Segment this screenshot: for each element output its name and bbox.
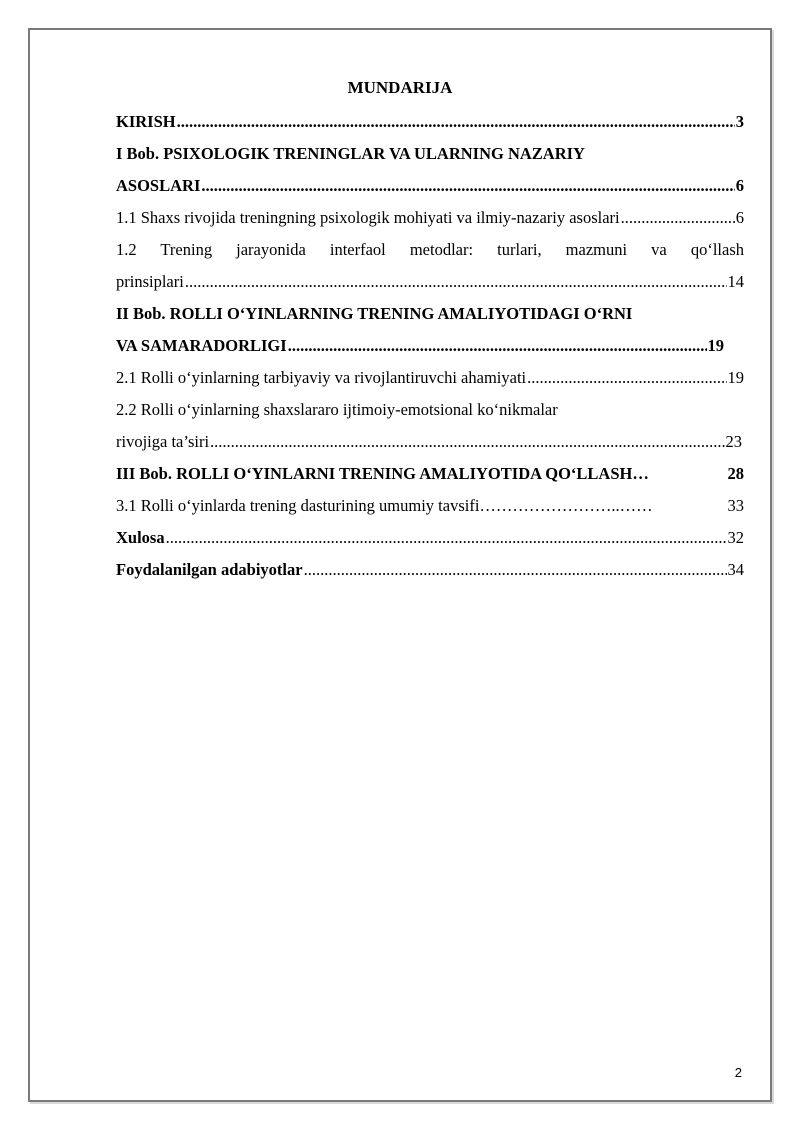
dot-leader [527,362,726,394]
toc-entry-2-2-line1[interactable] [116,394,744,426]
dot-leader [185,266,727,298]
toc-entry-page: 33 [727,496,744,515]
dot-leader [177,106,735,138]
toc-entry-chapter-3[interactable] [116,458,744,490]
toc-entry-page: 32 [727,528,744,547]
toc-entry-chapter-1-line2[interactable] [116,170,744,202]
toc-entry-label: VA SAMARADORLIGI [116,336,287,355]
toc-entry-label: rivojiga ta’siri [116,432,210,451]
toc-entry-label: prinsiplari [116,272,184,291]
toc-entry-2-1[interactable] [116,362,744,394]
toc-entry-label: 2.1 Rolli o‘yinlarning tarbiyaviy va rivojlantiruvchi ahamiyati [116,368,527,387]
dot-leader [210,426,724,458]
toc-entry-page: 19 [707,336,724,355]
dot-leader [201,170,734,202]
toc-entry-chapter-2-line2[interactable] [116,330,724,362]
toc-entry-adabiyotlar[interactable] [116,554,744,586]
toc-entry-1-2-line2[interactable] [116,266,744,298]
toc-entry-label: 3.1 Rolli o‘yinlarda trening dasturining umumiy tavsifi……………………..…… [116,496,653,515]
dot-leader [621,202,735,234]
document-page [28,28,772,1102]
dot-leader [304,554,727,586]
toc-entry-page: 3 [735,112,744,131]
toc-entry-label: I Bob. PSIXOLOGIK TRENINGLAR VA ULARNING NAZARIY [116,144,585,163]
toc-entry-xulosa[interactable] [116,522,744,554]
toc-entry-page: 6 [735,176,744,195]
toc-entry-label: II Bob. ROLLI O‘YINLARNING TRENING AMALIYOTIDAGI O‘RNI [116,304,633,323]
page-number: 2 [734,1065,742,1080]
toc-entry-label: 1.2 Trening jarayonida interfaol metodlar: turlari, mazmuni va qo‘llash [116,240,744,259]
toc-entry-3-1[interactable] [116,490,744,522]
dot-leader [166,522,727,554]
toc-entry-1-2-line1[interactable] [116,234,744,266]
toc-entry-page: 34 [727,560,744,579]
toc-title: MUNDARIJA [347,78,453,97]
toc-entry-1-1[interactable] [116,202,744,234]
toc-entry-page: 28 [727,464,744,483]
toc-entry-label: Foydalanilgan adabiyotlar [116,560,303,579]
toc-entry-label: 1.1 Shaxs rivojida treningning psixologik mohiyati va ilmiy-nazariy asoslari [116,208,620,227]
toc-entry-label: III Bob. ROLLI O‘YINLARNI TRENING AMALIYOTIDA QO‘LLASH… [116,464,649,483]
toc-entry-chapter-2-line1[interactable] [116,298,744,330]
toc-entry-page: 19 [727,368,744,387]
toc-entry-page: 14 [727,272,744,291]
toc-entry-2-2-line2[interactable] [116,426,742,458]
toc-entry-chapter-1-line1[interactable] [116,138,744,170]
toc-entry-label: Xulosa [116,528,165,547]
table-of-contents [116,106,744,586]
toc-entry-label: ASOSLARI [116,176,201,195]
toc-entry-label: KIRISH [116,112,176,131]
toc-entry-page: 6 [735,208,744,227]
toc-entry-page: 23 [725,432,742,451]
dot-leader [288,330,707,362]
toc-entry-label: 2.2 Rolli o‘yinlarning shaxslararo ijtimoiy-emotsional ko‘nikmalar [116,400,558,419]
toc-entry-kirish[interactable] [116,106,744,138]
